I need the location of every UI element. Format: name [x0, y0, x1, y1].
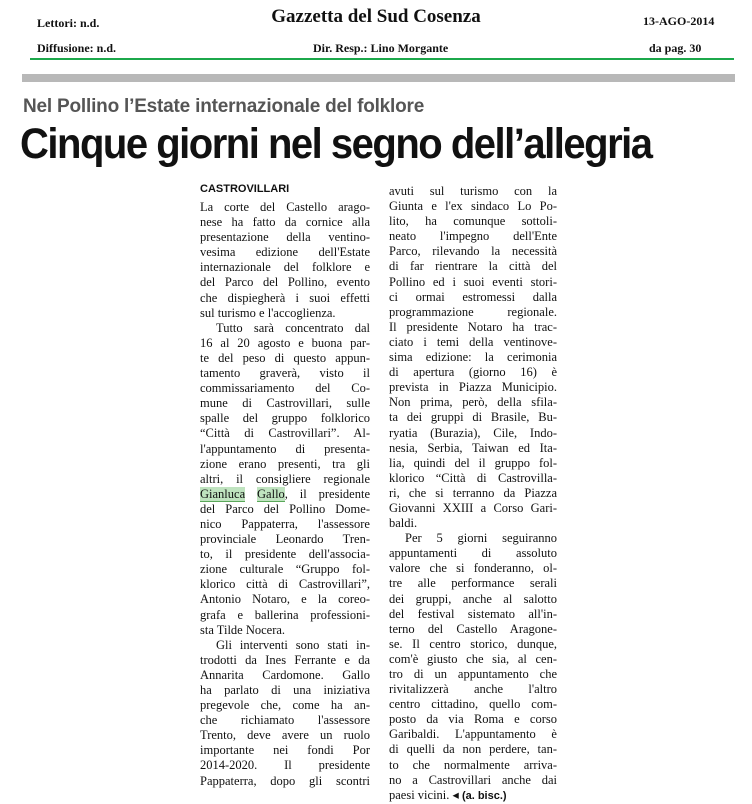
- text-line: Tutto sarà concentrato dal: [216, 320, 370, 335]
- text-line: di quelli da non perdere, tan-: [389, 742, 557, 757]
- text-line: l'appuntamento di presenta-: [200, 441, 370, 456]
- publication-date: 13-AGO-2014: [643, 14, 715, 28]
- text-line: Non prima, però, della sfila-: [389, 395, 557, 410]
- article-column-1: [200, 200, 370, 789]
- text-line: dei gruppi, anche al salotto: [389, 591, 557, 606]
- page-reference: da pag. 30: [649, 41, 702, 55]
- text-line: ryatia (Burazia), Cile, Indo-: [389, 425, 557, 440]
- text-line: lito, ha comunque sottoli-: [389, 214, 557, 229]
- text-line: sul turismo e l'accoglienza.: [200, 305, 336, 320]
- text-line: ta dei gruppi di Brasile, Bu-: [389, 410, 557, 425]
- text-line: se. Il centro storico, dunque,: [389, 636, 557, 651]
- text-line: Pappaterra, dopo gli scontri: [200, 773, 370, 788]
- header-divider: [30, 58, 734, 60]
- text-line: posto da via Roma e corso: [389, 712, 557, 727]
- text-line: spalle del gruppo folklorico: [200, 411, 370, 426]
- director-label: Dir. Resp.: Lino Morgante: [313, 41, 449, 55]
- author-signature: (a. bisc.): [461, 789, 507, 802]
- text-line: altri, il consigliere regionale: [200, 471, 370, 486]
- text-line: di far rientrare la città del: [389, 259, 557, 274]
- text-line: commissariamento del Co-: [200, 381, 370, 396]
- text-line: che dispiegherà i suoi effetti: [200, 290, 370, 305]
- text-line: nese ha fatto da cornice alla: [200, 215, 370, 230]
- text-line: valore che si fonderanno, ol-: [389, 561, 557, 576]
- text-line: Giunta e l'ex sindaco Lo Po-: [389, 199, 557, 214]
- text-line: [389, 788, 557, 804]
- text-line: Trento, deve avere un ruolo: [200, 728, 370, 743]
- highlighted-surname: Gallo: [257, 486, 285, 501]
- highlighted-name: Gianluca: [200, 486, 246, 501]
- text-line: to che normalmente arriva-: [389, 757, 557, 772]
- text-line: zione culturale “Gruppo fol-: [200, 562, 370, 577]
- text-line: tamento graverà, visto il: [200, 366, 370, 381]
- text-line: pregevole che, come ha an-: [200, 698, 370, 713]
- text-line: zione erano presenti, tra gli: [200, 456, 370, 471]
- text-line: nico Pappaterra, l'assessore: [200, 516, 370, 531]
- article-kicker: Nel Pollino l’Estate internazionale del folklore: [23, 96, 425, 117]
- article-headline: Cinque giorni nel segno dell’allegria: [20, 120, 652, 168]
- text-line: terno del Castello Aragone-: [389, 621, 557, 636]
- text-line: klorico città di Castrovillari”,: [200, 577, 370, 592]
- article-column-2: [389, 184, 557, 804]
- text-line: ha parlato di una iniziativa: [200, 683, 370, 697]
- text-line: mune di Castrovillari, sulle: [200, 396, 370, 411]
- text-line: programmazione regionale.: [389, 304, 557, 319]
- text-line: del festival sistemato all'in-: [389, 606, 557, 621]
- text-line: ci ormai estromessi dalla: [389, 289, 557, 304]
- text-line: tro di un appuntamento che: [389, 667, 557, 681]
- text-line: centro cittadino, quello com-: [389, 697, 557, 712]
- text-line: Il presidente Notaro ha trac-: [389, 319, 557, 334]
- text-line: ri, che si terranno da Piazza: [389, 485, 557, 500]
- text-line: Garibaldi. L'appuntamento è: [389, 727, 557, 742]
- text-line: no a Castrovillari anche dai: [389, 772, 557, 787]
- text-line: internazionale del folklore e: [200, 260, 370, 275]
- text-line: 16 al 20 agosto e buona par-: [200, 335, 370, 350]
- text-line: Parco, rilevando la necessità: [389, 244, 557, 259]
- text-line: prevista in Piazza Municipio.: [389, 380, 557, 395]
- text-line: te del peso di questo appun-: [200, 350, 370, 365]
- text-line: del Parco del Pollino, evento: [200, 275, 370, 290]
- text-line: appuntamenti di assoluto: [389, 546, 557, 561]
- text-line: rivitalizzerà anche l'altro: [389, 682, 557, 697]
- text-line: com'è giusto che sia, al cen-: [389, 651, 557, 666]
- text-line: tre alle performance serali: [389, 576, 557, 591]
- text-line: Pollino ed i suoi eventi stori-: [389, 274, 557, 289]
- text-line: del Parco del Pollino Dome-: [200, 501, 370, 516]
- article-location: CASTROVILLARI: [200, 183, 290, 195]
- text-line: “Città di Castrovillari”. Al-: [200, 426, 370, 441]
- text-line: importante nei fondi Por: [200, 743, 370, 758]
- text-line: vesima edizione dell'Estate: [200, 245, 370, 260]
- readers-label: Lettori: n.d.: [37, 16, 100, 30]
- text-fragment: , il presidente: [284, 486, 370, 501]
- text-line: sta Tilde Nocera.: [200, 622, 286, 637]
- text-line: La corte del Castello arago-: [200, 200, 370, 214]
- text-line: grafa e ballerina professioni-: [200, 607, 370, 622]
- text-line: baldi.: [389, 516, 418, 531]
- circulation-label: Diffusione: n.d.: [37, 41, 117, 55]
- text-line: ciato i temi della ventinove-: [389, 334, 557, 349]
- text-line: neato l'impegno dell'Ente: [389, 229, 557, 244]
- text-line: di apertura (giorno 16) è: [389, 365, 557, 380]
- text-line: lia, quindi del il gruppo fol-: [389, 455, 557, 470]
- text-line: avuti sul turismo con la: [389, 184, 557, 198]
- text-line: 2014-2020. Il presidente: [200, 758, 370, 773]
- text-line: sima edizione: la cerimonia: [389, 350, 557, 365]
- text-line: presentazione della ventino-: [200, 230, 370, 245]
- text-line: Gli interventi sono stati in-: [216, 637, 370, 652]
- text-line: Per 5 giorni seguiranno: [405, 531, 557, 546]
- text-line: Antonio Notaro, e la coreo-: [200, 592, 370, 607]
- end-mark-icon: ◂: [452, 787, 459, 802]
- text-line: to, il presidente dell'associa-: [200, 547, 370, 562]
- text-line: [200, 487, 370, 502]
- section-bar: [22, 74, 735, 82]
- text-line: che richiamato l'assessore: [200, 713, 370, 728]
- text-fragment: paesi vicini.: [389, 787, 450, 802]
- text-line: nesia, Serbia, Taiwan ed Ita-: [389, 440, 557, 455]
- publication-title: Gazzetta del Sud Cosenza: [271, 6, 481, 27]
- text-line: Giovanni XXIII a Corso Gari-: [389, 500, 557, 515]
- text-line: Annarita Cardomone. Gallo: [200, 667, 370, 682]
- text-line: provinciale Leonardo Tren-: [200, 532, 370, 547]
- text-line: trodotti da Ines Ferrante e da: [200, 652, 370, 667]
- text-line: klorico “Città di Castrovilla-: [389, 470, 557, 485]
